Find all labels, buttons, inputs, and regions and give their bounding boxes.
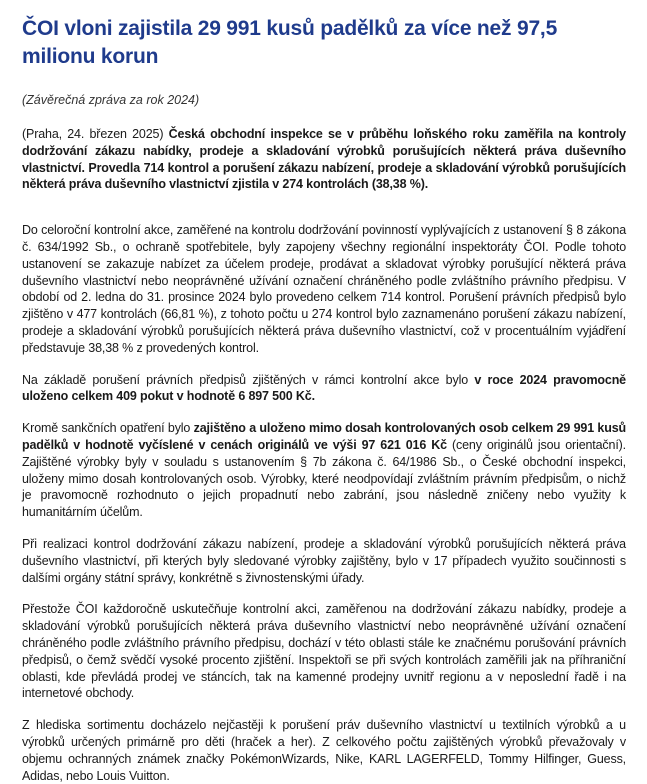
paragraph-brands: Z hlediska sortimentu docházelo nejčastěji k porušení práv duševního vlastnictví u textilních výrobků a u výrobků určených primárně pro děti (hraček a her). Z celkového počtu zajištěných výrobků převažovaly v objemu ochranných známek značky PokémonWizards, Nike, KARL LAGERFELD, Tommy Hilfinger, Guess, Adidas, nebo Louis Vuitton. (22, 718, 626, 783)
article (22, 0, 626, 784)
seizures-details: (ceny originálů jsou orientační). Zajištěné výrobky byly v souladu s ustanovením § 7b zákona č. 64/1986 Sb., o České obchodní inspekci, uloženy mimo dosah kontrolovaných osob. Výrobky, které neodpovídají zvláštním právním předpisům, o nichž je pravomocně rozhodnuto o jejich propadnutí nebo zabrání, jsou následně zničeny nebo využity k humanitárním účelům. (22, 437, 626, 520)
paragraph-control-action: Do celoroční kontrolní akce, zaměřené na kontrolu dodržování povinností vyplývajících z ustanovení § 8 zákona č. 634/1992 Sb., o ochraně spotřebitele, byly zapojeny všechny regionální inspektoráty ČOI. Podle tohoto ustanovení se zakazuje nabízet za účelem prodeje, prodávat a skladovat výrobky porušující některá práva duševního vlastnictví nebo neoprávněné užívání označení chráněného podle zvláštního právního předpisu. V období od 2. ledna do 31. prosince 2024 bylo provedeno celkem 714 kontrol. Porušení právních předpisů bylo zjištěno v 477 kontrolách (66,81 %), z tohoto počtu u 274 kontrol bylo zaznamenáno porušení zákazu nabízení, prodeje a skladování výrobků porušujících některá práva duševního vlastnictví, což v procentuálním vyjádření představuje 38,38 % z provedených kontrol. (22, 223, 626, 355)
paragraph-cooperation: Při realizaci kontrol dodržování zákazu nabízení, prodeje a skladování výrobků porušujících některá práva duševního vlastnictví, při kterých byly sledované výrobky zajištěny, bylo v 17 případech využito součinnosti s dalšími orgány státní správy, konkrétně s živnostenskými úřady. (22, 536, 626, 585)
lead-paragraph (22, 126, 626, 193)
seizures-intro: Kromě sankčních opatření bylo (22, 421, 194, 436)
seizures-highlight: zajištěno a uloženo mimo dosah kontrolovaných osob celkem 29 991 kusů padělků v hodnotě vyčíslené v cenách originálů ve výši 97 621 016 Kč (22, 421, 626, 452)
lead-summary: Česká obchodní inspekce se v průběhu loňského roku zaměřila na kontroly dodržování zákazu nabídky, prodeje a skladování výrobků porušujících některá práva duševního vlastnictví. Provedla 714 kontrol a porušení zákazu nabízení, prodeje a skladování výrobků porušujících některá práva duševního vlastnictví zjistila v 274 kontrolách (38,38 %). (22, 127, 626, 192)
article-subtitle: (Závěrečná zpráva za rok 2024) (22, 93, 200, 107)
paragraph-violations: Přestože ČOI každoročně uskutečňuje kontrolní akci, zaměřenou na dodržování zákazu nabídky, prodeje a skladování výrobků porušujících některá práva duševního vlastnictví nebo neoprávněné užívání označení chráněného podle zvláštního právního předpisu, dochází v této oblasti stále ke značnému porušování právních předpisů, o čemž svědčí vysoké procento zjištění. Inspektoři se při svých kontrolách zaměřili jak na příhraniční oblasti, kde převládá prodej ve stáncích, tak na kamenné prodejny uvnitř regionu a v neposlední řadě i na internetové obchody. (22, 602, 626, 701)
fines-text: Na základě porušení právních předpisů zjištěných v rámci kontrolní akce bylo (22, 372, 475, 387)
fines-highlight: v roce 2024 pravomocně uloženo celkem 409 pokut v hodnotě 6 897 500 Kč. (22, 372, 626, 404)
lead-dateline: (Praha, 24. březen 2025) (22, 127, 169, 141)
article-title: ČOI vloni zajistila 29 991 kusů padělků za více než 97,5 milionu korun (22, 17, 558, 68)
paragraph-seizures (22, 420, 626, 521)
paragraph-fines (22, 372, 626, 406)
